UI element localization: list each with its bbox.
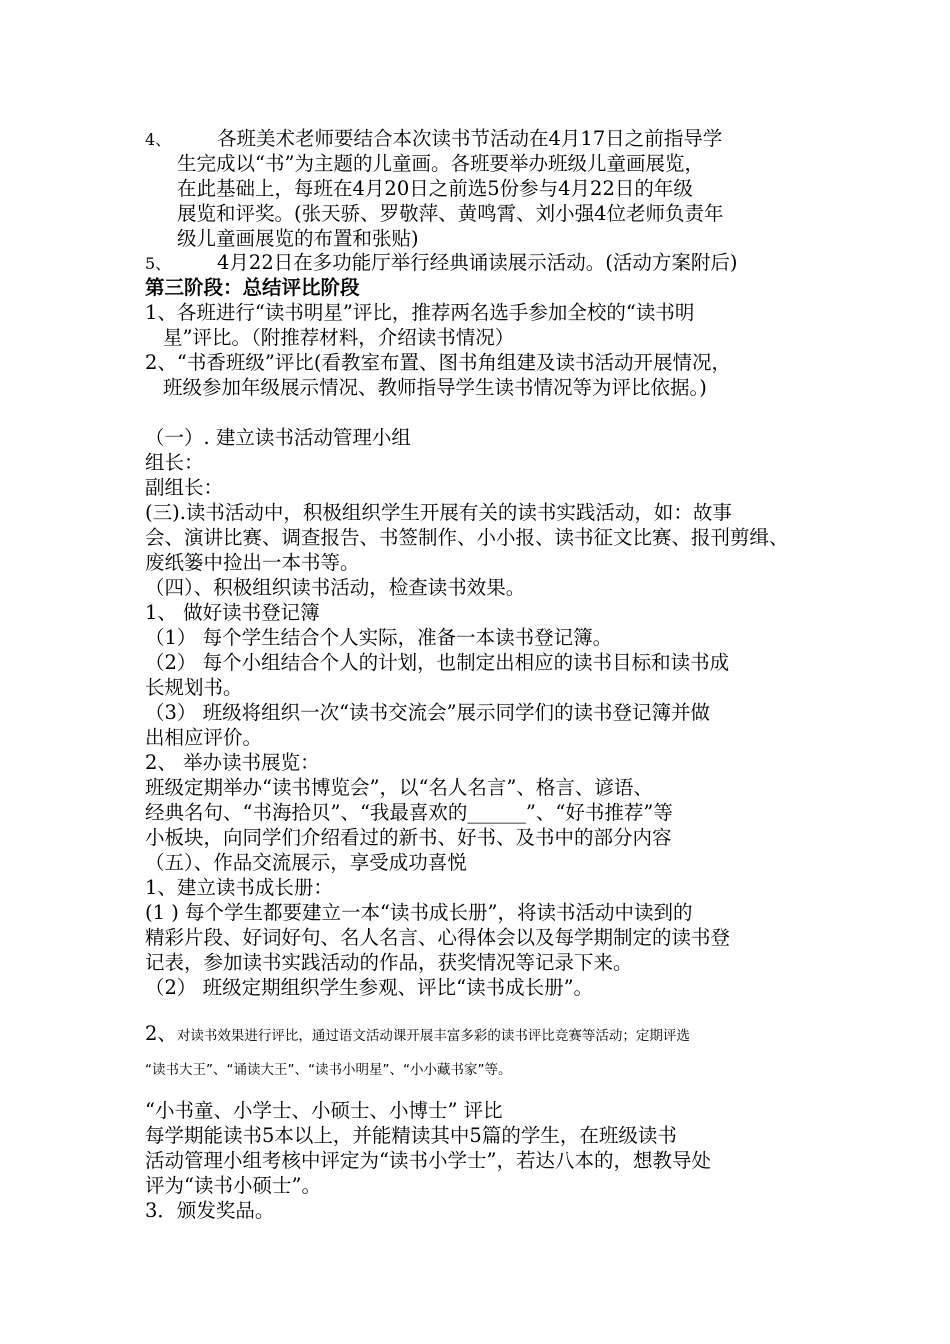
titles-line-3: 评为“读书小硕士”。 [145,1174,321,1197]
stage3-line-1: 1、各班进行“读书明星”评比，推荐两名选手参加全校的“读书明 [145,301,695,324]
section-4-sub-1: （1） 每个学生结合个人实际，准备一本读书登记簿。 [145,626,613,649]
section-3-line-2: 会、演讲比赛、调查报告、书签制作、小小报、读书征文比赛、报刊剪缉、 [145,526,789,549]
item4-line-5: 级儿童画展览的布置和张贴) [177,227,419,250]
item4-line-3: 在此基础上，每班在4月20日之前选5份参与4月22日的年级 [177,177,693,200]
stage3-heading: 第三阶段：总结评比阶段 [145,276,360,299]
section-4-item-1: 1、 做好读书登记簿 [145,601,320,624]
stage3-line-2: 星”评比。（附推荐材料，介绍读书情况） [163,326,515,349]
item4-line-4: 展览和评奖。(张天骄、罗敬萍、黄鸣霄、刘小强4位老师负责年 [177,202,724,225]
stage3-line-4: 班级参加年级展示情况、教师指导学生读书情况等为评比依据。) [163,376,707,399]
exhibition-line-3: 小板块，向同学们介绍看过的新书、好书、及书中的部分内容 [145,826,672,849]
evaluation-line-2: “读书大王”、“诵读大王”、“读书小明星”、“小小藏书家”等。 [145,1062,512,1078]
evaluation-line-1 [145,1022,690,1048]
evaluation-prefix: 2、 [145,1022,177,1045]
exhibition-line-1: 班级定期举办“读书博览会”，以“名人名言”、格言、谚语、 [145,776,653,799]
item4-line-1: 各班美术老师要结合本次读书节活动在4月17日之前指导学 [217,127,723,150]
titles-heading: “小书童、小学士、小硕士、小博士” 评比 [145,1099,503,1122]
item5-number: 5、 [145,254,172,273]
titles-line-1: 每学期能读书5本以上，并能精读其中5篇的学生，在班级读书 [145,1124,677,1147]
section-3-line-1: (三).读书活动中，积极组织学生开展有关的读书实践活动，如：故事 [145,501,732,524]
section-heading-1: （一）. 建立读书活动管理小组 [145,426,411,449]
section-4-item-2: 2、 举办读书展览： [145,751,320,774]
section-5-item-1: 1、建立读书成长册： [145,876,333,899]
section-4-heading: （四）、积极组织读书活动，检查读书效果。 [145,576,526,599]
section-4-sub-3-line-1: （3） 班级将组织一次“读书交流会”展示同学们的读书登记簿并做 [145,701,711,724]
section-4-sub-2-line-1: （2） 每个小组结合个人的计划，也制定出相应的读书目标和读书成 [145,651,730,674]
exhibition-line-2: 经典名句、“书海拾贝”、“我最喜欢的______”、“好书推荐”等 [145,801,673,824]
evaluation-text: 对读书效果进行评比，通过语文活动课开展丰富多彩的读书评比竞赛等活动；定期评选 [176,1028,690,1044]
growth-book-line-1: (1 ) 每个学生都要建立一本“读书成长册”，将读书活动中读到的 [145,901,693,924]
awards-line: 3．颁发奖品。 [145,1199,275,1222]
titles-line-2: 活动管理小组考核中评定为“读书小学士”，若达八本的，想教导处 [145,1149,711,1172]
growth-book-line-3: 记表，参加读书实践活动的作品，获奖情况等记录下来。 [145,951,633,974]
item4-number: 4、 [145,130,172,149]
section-3-line-3: 废纸篓中捡出一本书等。 [145,551,360,574]
leader-label: 组长： [145,451,204,474]
section-4-sub-2-line-2: 长规划书。 [145,676,243,699]
growth-book-line-2: 精彩片段、好词好句、名人名言、心得体会以及每学期制定的读书登 [145,926,731,949]
growth-book-line-4: （2） 班级定期组织学生参观、评比“读书成长册”。 [145,976,594,999]
stage3-line-3: 2、“书香班级”评比(看教室布置、图书角组建及读书活动开展情况， [145,351,731,374]
section-5-heading: （五）、作品交流展示，享受成功喜悦 [145,851,467,874]
item4-line-2: 生完成以“书”为主题的儿童画。各班要举办班级儿童画展览， [177,152,704,175]
deputy-leader-label: 副组长： [145,476,224,499]
section-4-sub-3-line-2: 出相应评价。 [145,726,263,749]
item5-text: 4月22日在多功能厅举行经典诵读展示活动。(活动方案附后) [217,251,738,274]
